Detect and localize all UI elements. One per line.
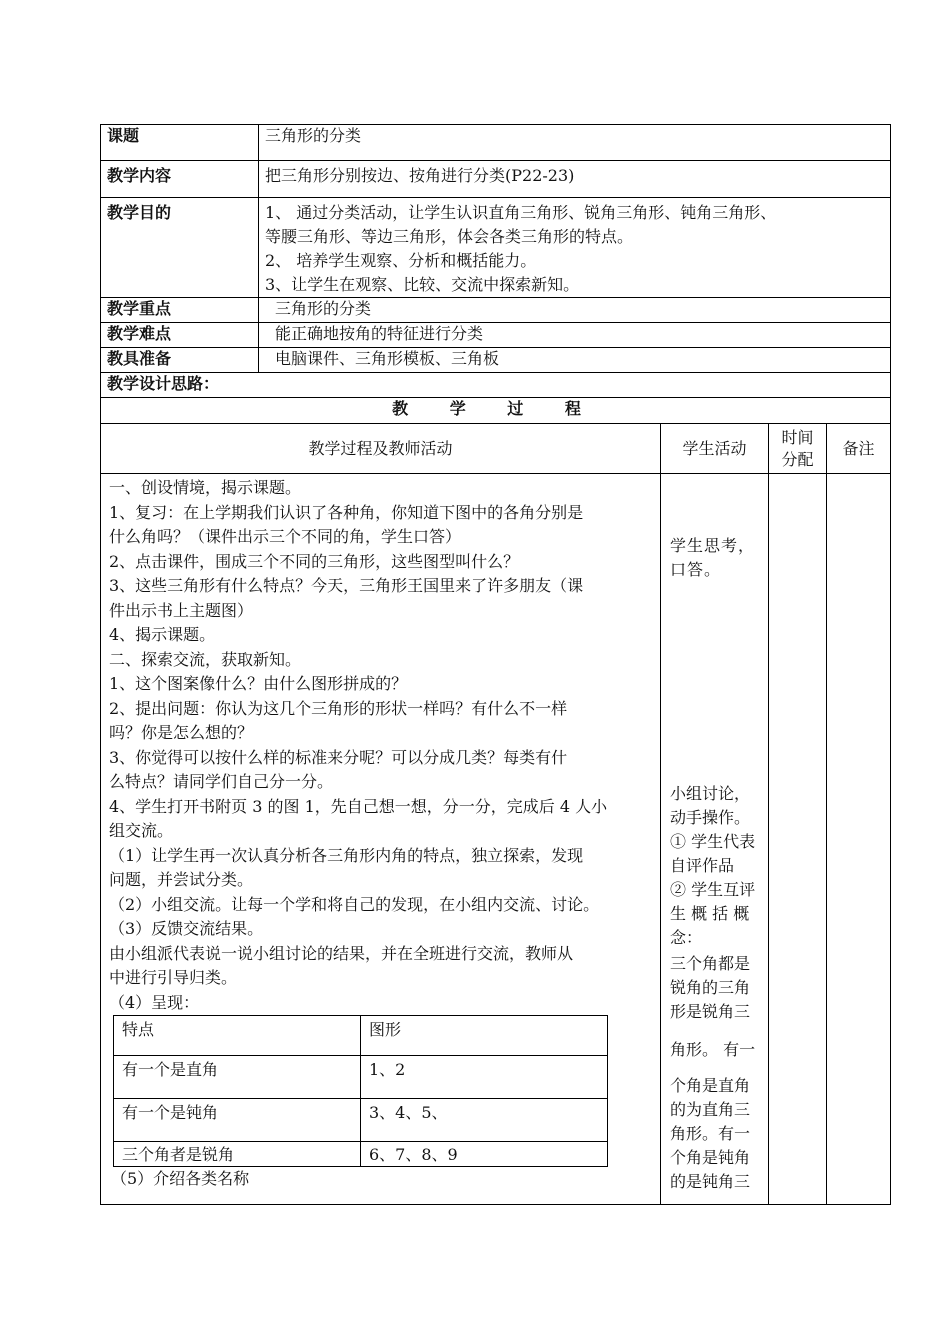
text-line: 吗？你是怎么想的？	[109, 723, 254, 742]
difficulty-value: 能正确地按角的特征进行分类	[259, 323, 891, 348]
text-line: 由小组派代表说一说小组讨论的结果，并在全班进行交流，教师从	[109, 943, 574, 963]
process-title: 教 学 过 程	[101, 398, 891, 424]
text-line: 1、这个图案像什么？由什么图形拼成的？	[109, 674, 408, 693]
student-line: 念：	[670, 928, 703, 947]
goal-line: 等腰三角形、等边三角形，体会各类三角形的特点。	[265, 227, 634, 246]
goal-line: 1、 通过分类活动，让学生认识直角三角形、锐角三角形、钝角三角形、	[265, 203, 777, 222]
text-line: （3）反馈交流结果。	[109, 919, 264, 938]
student-line: ② 学生互评	[670, 880, 756, 899]
student-line: 小组讨论，	[670, 784, 751, 803]
col-time-line-2: 分配	[781, 449, 814, 469]
col-teacher-header: 教学过程及教师活动	[101, 424, 661, 474]
feature-cell: 有一个是钝角	[114, 1099, 361, 1142]
col-student-header: 学生活动	[661, 424, 769, 474]
feature-head-trait: 特点	[114, 1016, 361, 1056]
topic-value: 三角形的分类	[259, 125, 891, 161]
text-line: 4、揭示课题。	[109, 625, 216, 644]
text-line: 3、这些三角形有什么特点？今天，三角形王国里来了许多朋友（课	[109, 576, 584, 595]
text-line: 什么角吗？（课件出示三个不同的角，学生口答）	[109, 527, 462, 546]
student-line: 锐角的三角	[670, 978, 751, 997]
lesson-plan-table	[100, 124, 891, 1205]
student-line: 的为直角三	[670, 1100, 751, 1119]
col-note-header: 备注	[827, 424, 891, 474]
feature-cell: 有一个是直角	[114, 1056, 361, 1099]
goal-text	[259, 198, 891, 298]
key-label: 教学重点	[101, 298, 259, 323]
col-time-header	[769, 424, 827, 474]
student-line: 个角是钝角	[670, 1148, 751, 1167]
feature-cell: 1、2	[361, 1056, 608, 1099]
goal-line: 3、让学生在观察、比较、交流中探索新知。	[265, 275, 580, 294]
time-cell	[769, 474, 827, 1205]
difficulty-label: 教学难点	[101, 323, 259, 348]
text-line: （4）呈现：	[109, 992, 200, 1012]
student-line: 个角是直角	[670, 1076, 751, 1095]
student-line: 角形。有一	[670, 1124, 751, 1143]
feature-cell: 三个角者是锐角	[114, 1142, 361, 1167]
text-line: 组交流。	[109, 821, 174, 840]
student-line: 学生思考，	[670, 536, 756, 555]
text-line: 2、提出问题：你认为这几个三角形的形状一样吗？有什么不一样	[109, 698, 568, 718]
student-text-a	[670, 534, 768, 582]
text-line: 二、探索交流，获取新知。	[109, 649, 302, 669]
student-line: 形是锐角三	[670, 1002, 751, 1021]
teacher-activity-text	[109, 476, 660, 1015]
student-line: 生 概 括 概	[670, 904, 750, 923]
text-line: 一、创设情境，揭示课题。	[109, 478, 302, 497]
key-value: 三角形的分类	[259, 298, 891, 323]
note-cell	[827, 474, 891, 1205]
student-line: 动手操作。	[670, 808, 751, 827]
content-label: 教学内容	[101, 161, 259, 198]
text-line: 2、点击课件，围成三个不同的三角形，这些图型叫什么？	[109, 551, 520, 571]
content-value: 把三角形分别按边、按角进行分类(P22-23)	[259, 161, 891, 198]
topic-label: 课题	[101, 125, 259, 161]
text-line: 3、你觉得可以按什么样的标准来分呢？可以分成几类？每类有什	[109, 747, 568, 767]
student-line: 口答。	[670, 560, 722, 579]
text-line: （2）小组交流。让每一个学和将自己的发现，在小组内交流、讨论。	[109, 894, 600, 914]
student-text-c	[670, 952, 768, 1024]
student-line: 自评作品	[670, 856, 735, 875]
goal-label: 教学目的	[101, 198, 259, 298]
tools-value: 电脑课件、三角形模板、三角板	[259, 348, 891, 373]
text-line: 件出示书上主题图）	[109, 600, 254, 620]
col-time-line-1: 时间	[781, 427, 814, 447]
teacher-activity-cell	[101, 474, 661, 1205]
text-line: 么特点？请同学们自己分一分。	[109, 772, 334, 791]
text-line: 中进行引导归类。	[109, 968, 238, 987]
text-line: 1、复习：在上学期我们认识了各种角，你知道下图中的各角分别是	[109, 502, 584, 522]
tools-label: 教具准备	[101, 348, 259, 373]
student-line: ① 学生代表	[670, 832, 756, 851]
feature-table	[113, 1015, 608, 1167]
student-activity-cell	[661, 474, 769, 1205]
text-line: （1）让学生再一次认真分析各三角形内角的特点，独立探索，发现	[109, 845, 584, 865]
goal-line: 2、 培养学生观察、分析和概括能力。	[265, 251, 537, 270]
design-label: 教学设计思路：	[101, 373, 891, 398]
student-line: 的是钝角三	[670, 1172, 751, 1191]
student-text-b	[670, 782, 768, 950]
student-line: 三个角都是	[670, 954, 751, 973]
feature-cell: 6、7、8、9	[361, 1142, 608, 1167]
feature-head-shape: 图形	[361, 1016, 608, 1056]
text-line: 问题，并尝试分类。	[109, 870, 254, 889]
text-line: 4、学生打开书附页 3 的图 1，先自己想一想，分一分，完成后 4 人小	[109, 796, 608, 816]
feature-cell: 3、4、5、	[361, 1099, 608, 1142]
student-text-d	[670, 1038, 768, 1194]
teacher-last-line: （5）介绍各类名称	[111, 1169, 250, 1188]
student-line	[670, 1062, 768, 1074]
student-line: 角形。 有一	[670, 1040, 756, 1059]
